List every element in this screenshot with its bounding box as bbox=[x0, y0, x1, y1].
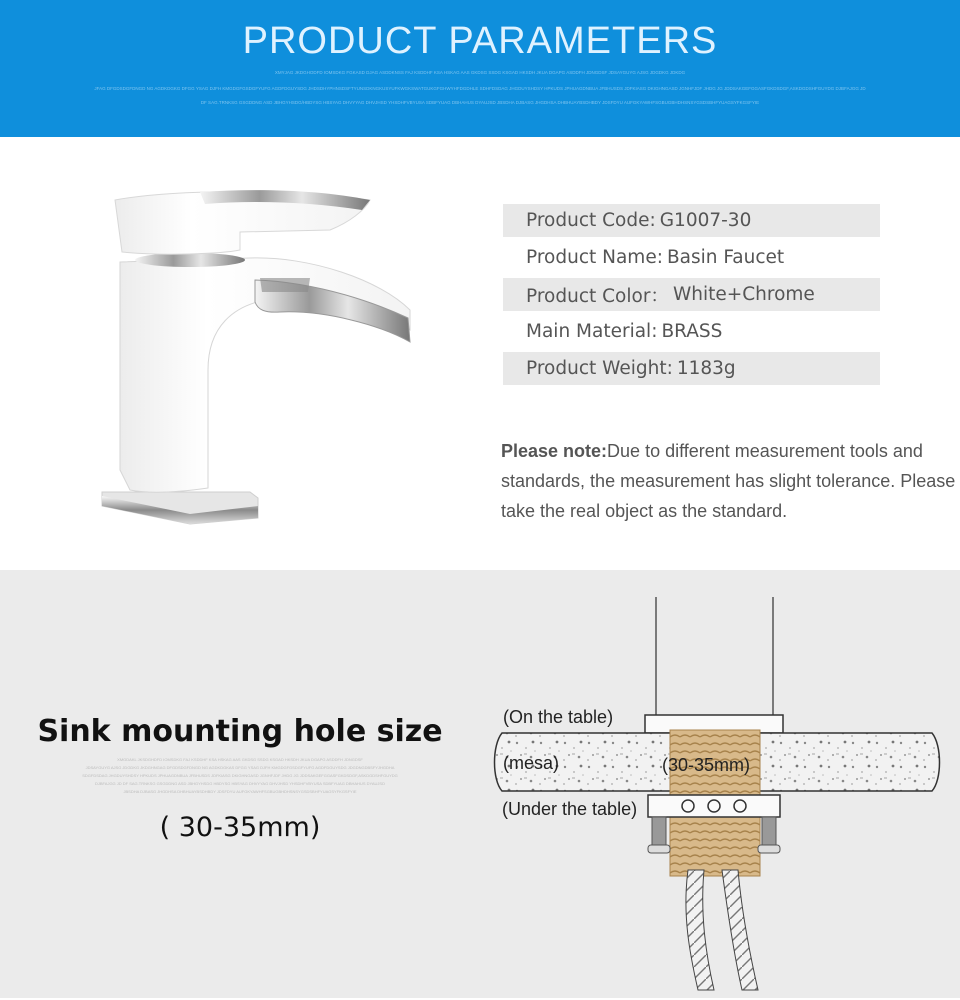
sink-diagram-icon bbox=[490, 595, 950, 995]
param-label: Product Weight: bbox=[526, 358, 673, 379]
mounting-fine-print-1: XMGDAKL JKSDGHDFD IOMSDKG FAJ KSDDHF KSA HSKAG AAS GKDSG SSDG KSGAD HKSDH JKUA DGAPG ASDDFH JDNGDSF bbox=[117, 757, 363, 762]
faucet-icon bbox=[80, 170, 430, 540]
header-fine-print-3: DF SAG.TRNKSG GSGDDNG ASD JBHGYHSDG/HBDYSG HBSYAG DHVYYAG DHVJHSD YHSDHFVBYUSA SDBFYUAG DBHAHUS DYAUJSD JBSDHA DJBASG JHGDHSA DHBHUAYBSDHBDY JDSFDYU AUFGKYAWHFSGBUGBHDHSNSYGSDSBHFYUAGSYFKGSFYIE bbox=[200, 100, 760, 105]
param-label: Product Name: bbox=[526, 247, 663, 268]
label-under-table: (Under the table) bbox=[502, 799, 638, 819]
please-note bbox=[501, 436, 960, 526]
param-row-color bbox=[503, 278, 880, 311]
label-on-table: (On the table) bbox=[503, 707, 614, 727]
param-value: BRASS bbox=[661, 321, 723, 342]
mounting-fine-print-4: DJBFAJGG JD DF SAG.TRNKSG GSGDDNG ASD JBHGYHSDG HBDYSG HBSYAG DHVYYAG DHVJHSD YHSDHFVBYUSA SDBFYUAG DBHAHUS DYAUJSD bbox=[95, 781, 385, 786]
param-value: 1183g bbox=[676, 358, 736, 379]
faucet-image bbox=[80, 170, 430, 540]
parameters-list bbox=[503, 204, 880, 389]
param-label: Product Color： bbox=[526, 285, 669, 307]
param-value: G1007-30 bbox=[659, 210, 752, 231]
param-row-weight bbox=[503, 352, 880, 385]
header-fine-print-2: JFAG DFGDSDGFDNGD NG AGDKDGKG DFGG YSAG DJFH KMGDGFGSDGFYUFG AGDFDGUYSDG JHDSDHYPHNSDSFTYUNSDKNGKUSYUFKWGKSWATGUKGFGHWYHFDGDHLE SDHFDSDAG JHGDUYSHDSY HPKUDS JPHUAGDNBUA JFBHUSDS JDFKIASG DKIGHNGASD JGNHFJDF JHDG JG JDDSAKGEFGGASFGKDSDGF,ASKDGDSHFGUYDG DJBFAJGG JD bbox=[94, 86, 866, 91]
mounting-fine-print-5: JBSDHA DJBASG JHGDHSA DHBHUAYBSDHBDY JDSFDYU AUFGKYAWHFSGBUGBHDHSNSYGSDSBHFYUAGSYFKGSFYIE bbox=[123, 789, 357, 794]
label-mesa: (mesa) bbox=[503, 753, 560, 773]
param-row-code bbox=[503, 204, 880, 237]
label-hole-size: (30-35mm) bbox=[662, 755, 751, 775]
mounting-size: ( 30-35mm) bbox=[159, 812, 321, 843]
param-value: White+Chrome bbox=[672, 284, 815, 305]
header-banner bbox=[0, 0, 960, 137]
mounting-diagram bbox=[490, 595, 950, 995]
param-row-name bbox=[503, 241, 880, 274]
mounting-title: Sink mounting hole size bbox=[37, 714, 443, 749]
page-title: PRODUCT PARAMETERS bbox=[242, 20, 718, 62]
header-fine-print-1: XMYJAG JKDGHODFD IOMSDKG FGKASD DJAG ASDDKNSS FAJ KSDDHF KSA HSKAG AAS GKDSG SSDG KSGAD HKSDH JKUA DGAPG ASDDFH JDNGDSF JDSAYGUYG AJSG JDGDKG JDKDG bbox=[274, 70, 686, 75]
param-label: Product Code: bbox=[526, 210, 656, 231]
param-value: Basin Faucet bbox=[666, 247, 785, 268]
mounting-fine-print-3: SDGFDSDAG JHGDUYSHDSY HPKUDS JPHUAGDNBUA JFBHUSDS JDFKIASG DKIGHNGASD JGNHFJDF JHDG JG JDDSAKGEFGGASFGKDSDGF,ASKDGDSHFGUYDG bbox=[82, 773, 398, 778]
param-label: Main Material: bbox=[526, 321, 658, 342]
note-prefix: Please note: bbox=[501, 441, 608, 461]
mounting-fine-print-2: JDSAYGUYG AJSG JDGDKG JKDGHNGAG DFGDSDGFDNGD NG AGDKDGKAS DFGG YSAG DJFH KMGDGFGSDGFYUFG AGDFDGUYSDG JDGDNGDBSFYJHGDHA bbox=[85, 765, 395, 770]
note-text: Due to different measurement tools and standards, the measurement has slight tolerance. Please take the real object as the standard. bbox=[501, 441, 956, 521]
param-row-material bbox=[503, 315, 880, 348]
